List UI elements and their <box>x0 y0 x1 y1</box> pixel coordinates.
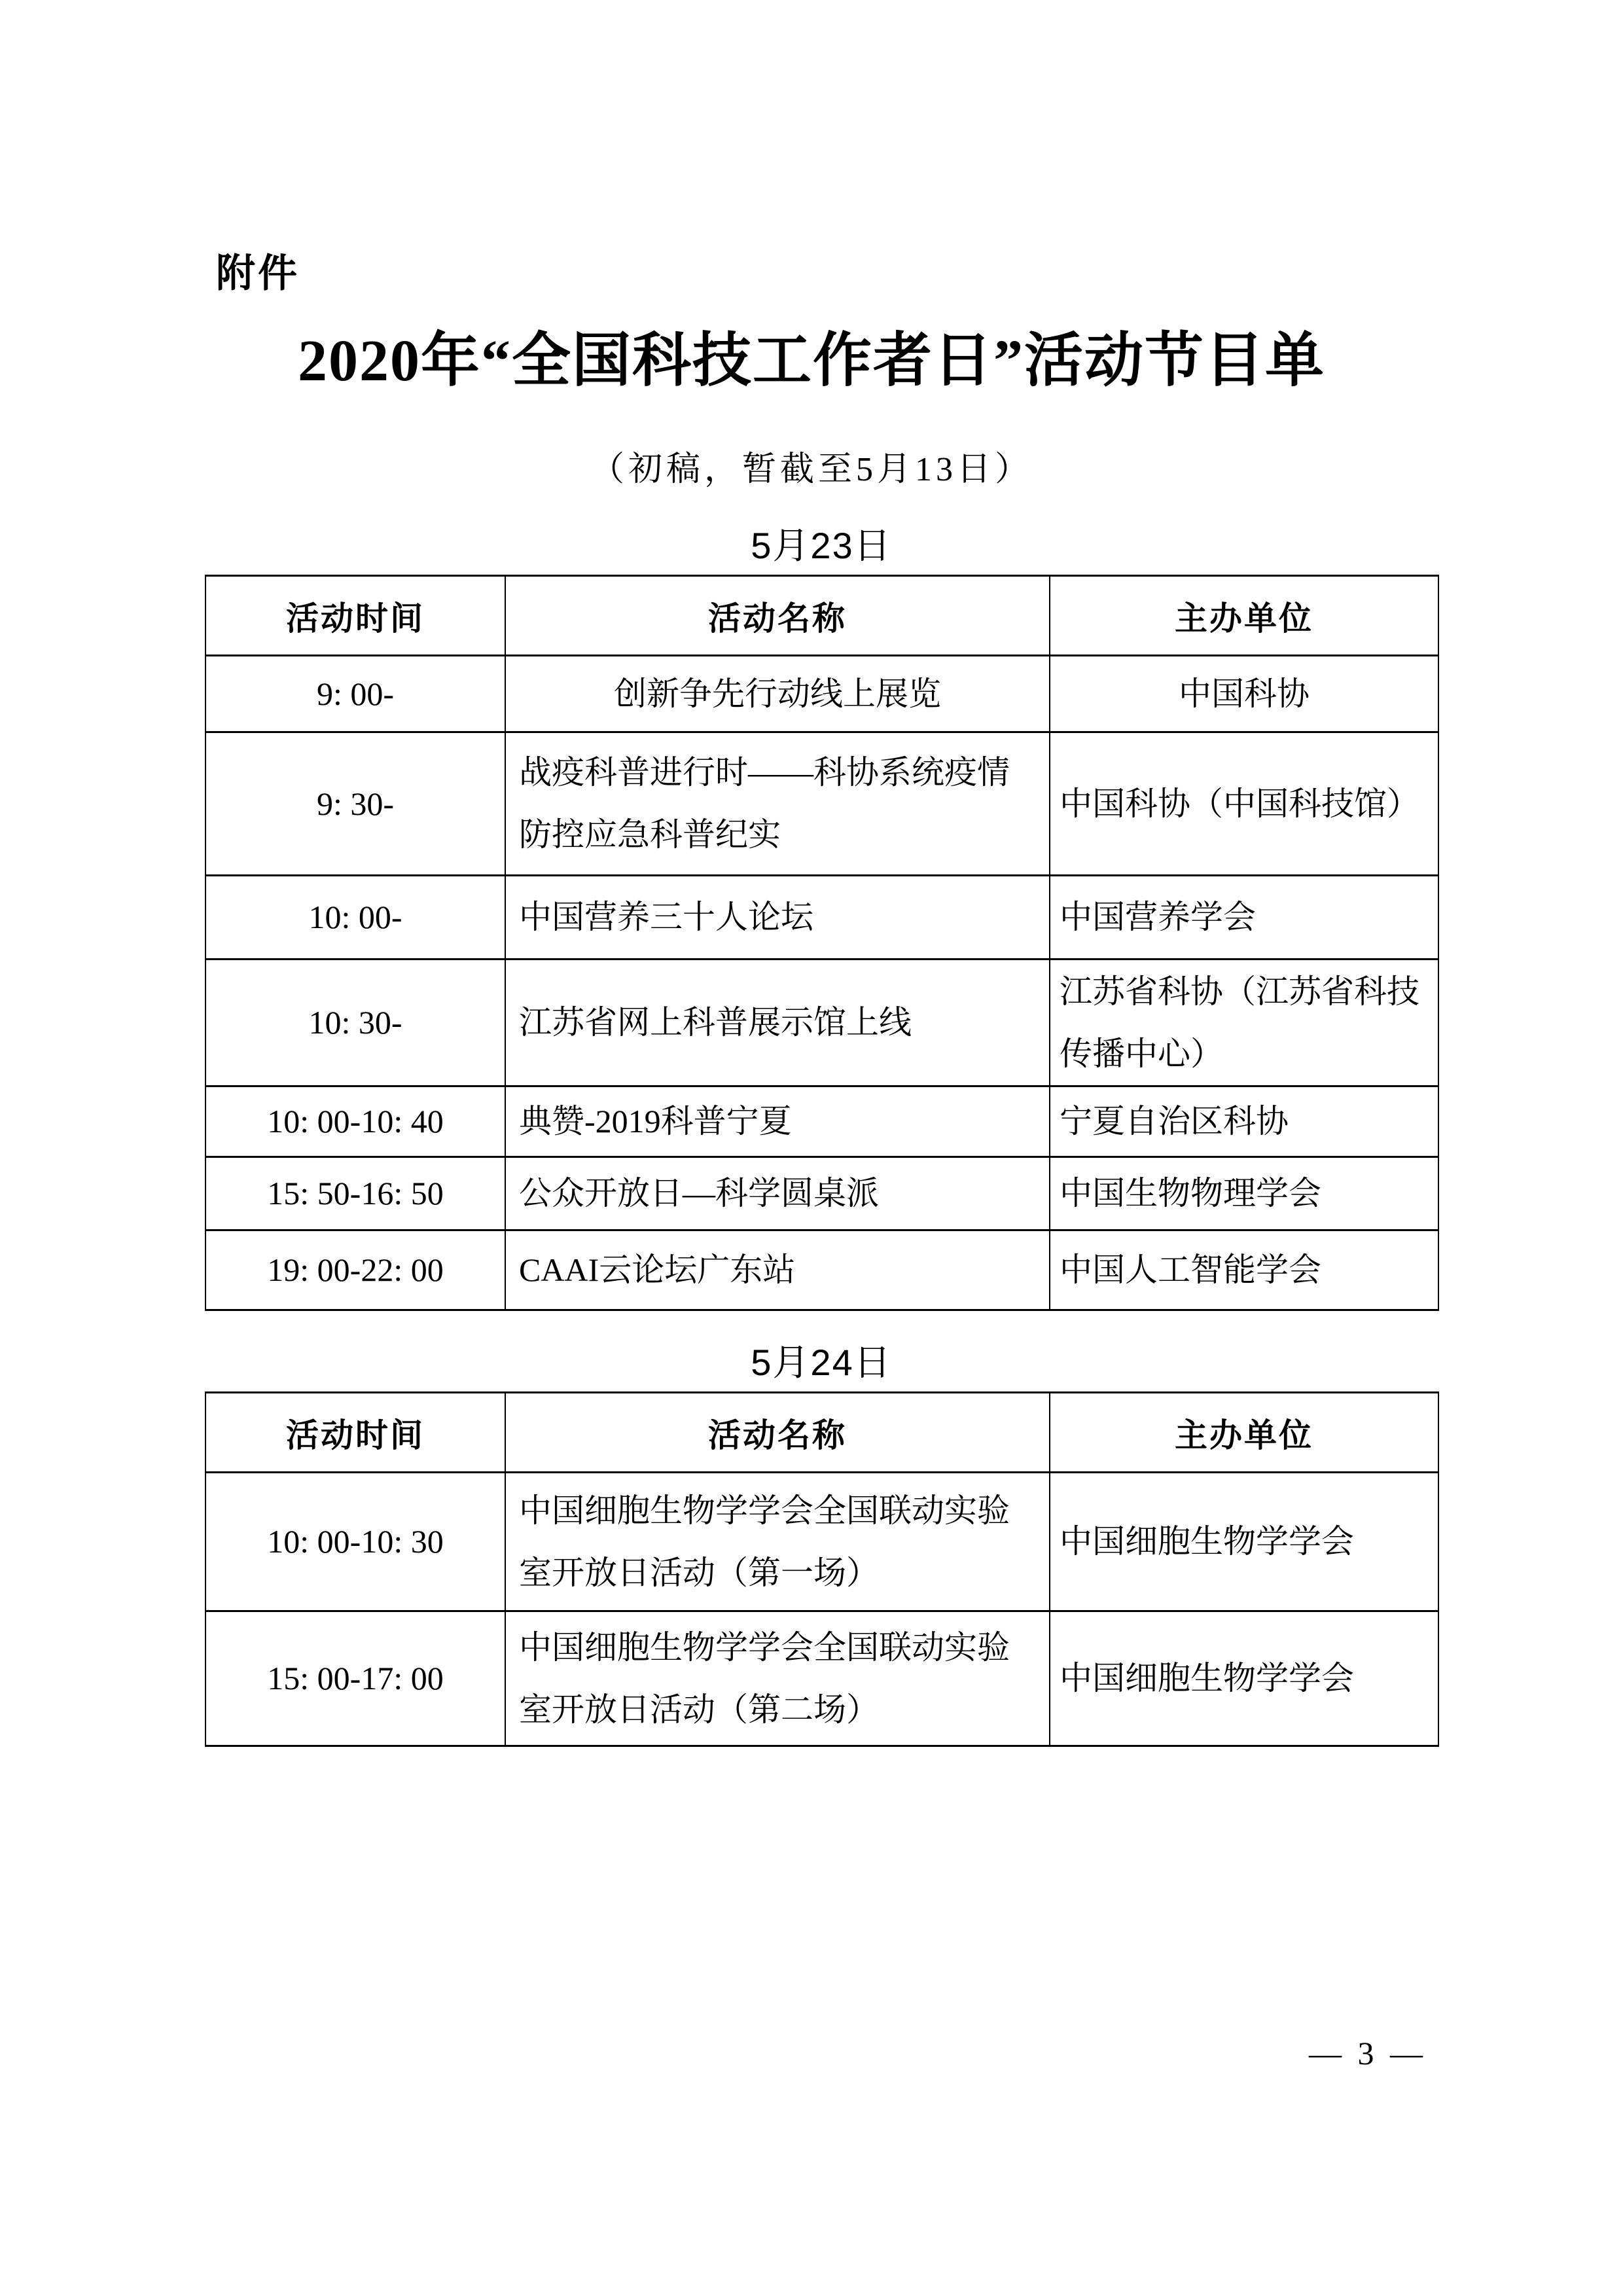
cell-organizer: 中国营养学会 <box>1050 876 1438 960</box>
cell-name: 中国细胞生物学学会全国联动实验室开放日活动（第一场） <box>505 1473 1050 1611</box>
cell-organizer: 中国细胞生物学学会 <box>1050 1611 1438 1746</box>
cell-organizer: 中国细胞生物学学会 <box>1050 1473 1438 1611</box>
column-header: 活动名称 <box>505 576 1050 656</box>
cell-time: 10: 30- <box>205 960 505 1086</box>
table-row <box>205 876 1438 960</box>
schedule-table <box>205 1391 1439 1747</box>
table-row <box>205 1230 1438 1310</box>
schedule-section <box>205 1334 1438 1747</box>
column-header: 活动名称 <box>505 1393 1050 1473</box>
cell-name: 典赞-2019科普宁夏 <box>505 1086 1050 1157</box>
cell-time: 10: 00-10: 40 <box>205 1086 505 1157</box>
table-row <box>205 732 1438 876</box>
cell-organizer: 中国科协 <box>1050 656 1438 732</box>
cell-name: CAAI云论坛广东站 <box>505 1230 1050 1310</box>
cell-time: 15: 00-17: 00 <box>205 1611 505 1746</box>
table-row <box>205 960 1438 1086</box>
column-header: 活动时间 <box>205 576 505 656</box>
cell-time: 10: 00- <box>205 876 505 960</box>
cell-name: 创新争先行动线上展览 <box>505 656 1050 732</box>
cell-organizer: 中国科协（中国科技馆） <box>1050 732 1438 876</box>
cell-name: 中国营养三十人论坛 <box>505 876 1050 960</box>
cell-time: 15: 50-16: 50 <box>205 1157 505 1230</box>
attachment-label: 附件 <box>216 251 300 295</box>
cell-time: 10: 00-10: 30 <box>205 1473 505 1611</box>
page-title: 2020年“全国科技工作者日”活动节目单 <box>298 329 1325 393</box>
column-header: 主办单位 <box>1050 576 1438 656</box>
date-heading: 5月24日 <box>751 1342 892 1383</box>
table-row <box>205 1157 1438 1230</box>
schedule-table <box>205 575 1439 1311</box>
schedule-section <box>205 517 1438 1311</box>
cell-organizer: 中国生物物理学会 <box>1050 1157 1438 1230</box>
table-header-row <box>205 1393 1438 1473</box>
cell-time: 9: 30- <box>205 732 505 876</box>
cell-name: 中国细胞生物学学会全国联动实验室开放日活动（第二场） <box>505 1611 1050 1746</box>
table-row <box>205 1473 1438 1611</box>
cell-name: 公众开放日—科学圆桌派 <box>505 1157 1050 1230</box>
cell-name: 江苏省网上科普展示馆上线 <box>505 960 1050 1086</box>
column-header: 主办单位 <box>1050 1393 1438 1473</box>
date-heading: 5月23日 <box>751 525 892 566</box>
page-subtitle: （初稿，暂截至5月13日） <box>590 451 1033 488</box>
cell-organizer: 中国人工智能学会 <box>1050 1230 1438 1310</box>
column-header: 活动时间 <box>205 1393 505 1473</box>
table-row <box>205 1611 1438 1746</box>
cell-organizer: 江苏省科协（江苏省科技传播中心） <box>1050 960 1438 1086</box>
cell-organizer: 宁夏自治区科协 <box>1050 1086 1438 1157</box>
page-number: — 3 — <box>1309 2035 1427 2072</box>
table-row <box>205 1086 1438 1157</box>
cell-name: 战疫科普进行时——科协系统疫情防控应急科普纪实 <box>505 732 1050 876</box>
table-row <box>205 656 1438 732</box>
cell-time: 9: 00- <box>205 656 505 732</box>
table-header-row <box>205 576 1438 656</box>
cell-time: 19: 00-22: 00 <box>205 1230 505 1310</box>
